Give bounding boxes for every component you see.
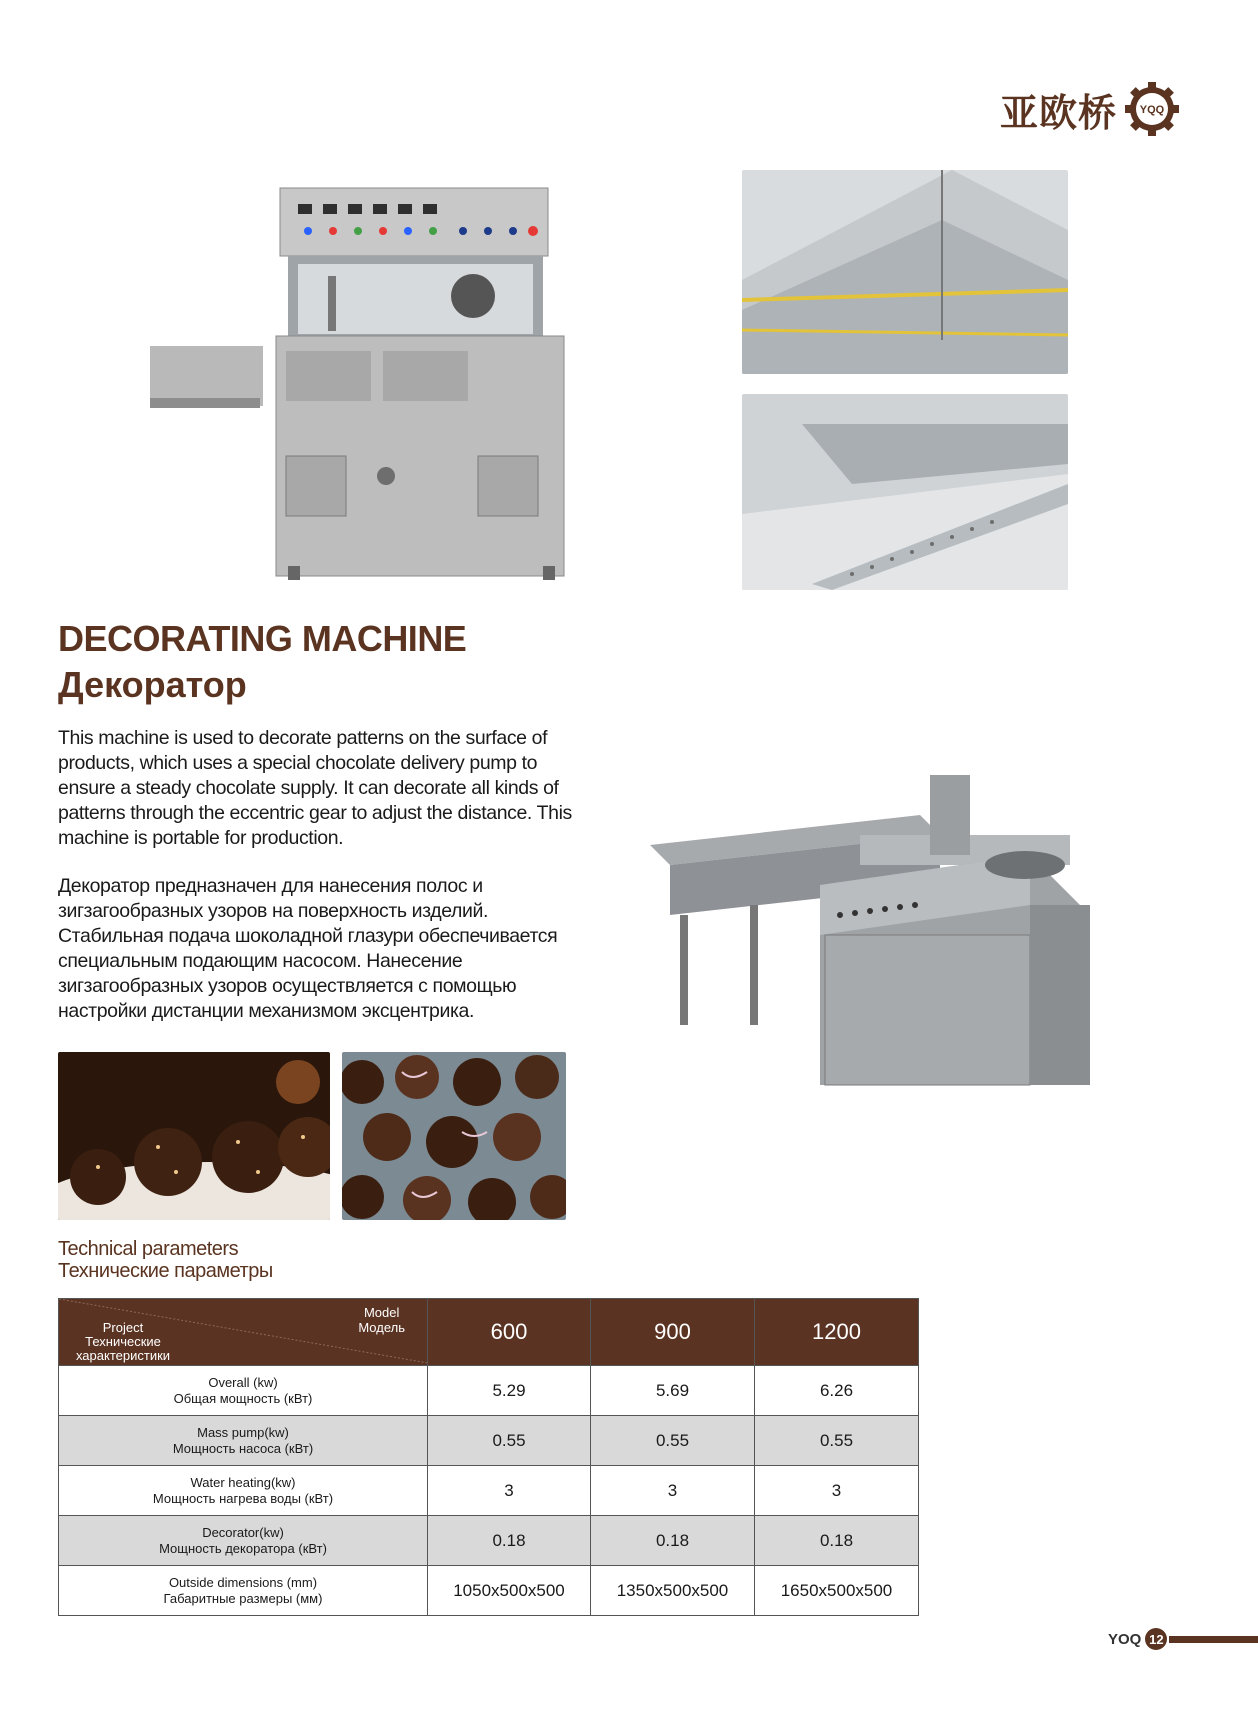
param-value: 1650x500x500 <box>755 1566 919 1616</box>
product-title-en: DECORATING MACHINE <box>58 618 467 659</box>
table-row <box>59 1466 919 1516</box>
param-label: Decorator(kw) Мощность декоратора (кВт) <box>59 1516 428 1566</box>
footer-brand: YOQ <box>1108 1630 1142 1648</box>
table-row <box>59 1416 919 1466</box>
model-header: 600 <box>428 1299 591 1366</box>
param-label: Outside dimensions (mm) Габаритные размеры (мм) <box>59 1566 428 1616</box>
model-header: 1200 <box>755 1299 919 1366</box>
param-value: 0.18 <box>591 1516 755 1566</box>
tech-heading-ru: Технические параметры <box>58 1260 273 1282</box>
footer-bar <box>1169 1636 1258 1643</box>
corner-model-label: Model Модель <box>358 1305 405 1335</box>
param-value: 1350x500x500 <box>591 1566 755 1616</box>
param-label: Overall (kw) Общая мощность (кВт) <box>59 1366 428 1416</box>
param-value: 0.18 <box>755 1516 919 1566</box>
cooling-tunnel-photo <box>742 394 1068 590</box>
table-row <box>59 1516 919 1566</box>
machine-main-photo <box>148 186 590 580</box>
table-header-row <box>59 1299 919 1366</box>
conveyor-cover-photo <box>742 170 1068 374</box>
table-row <box>59 1566 919 1616</box>
chocolate-dessert-photo <box>58 1052 330 1220</box>
table-row <box>59 1366 919 1416</box>
param-value: 5.29 <box>428 1366 591 1416</box>
product-description-ru: Декоратор предназначен для нанесения полос и зигзагообразных узоров на поверхность изделий. Стабильная подача шоколадной глазури обеспечивается специальным подающим насосом. Нанесение зигзагообразных узоров осуществляется с помощью настройки дистанции механизмом эксцентрика. <box>58 875 558 1022</box>
page-number: 12 <box>1145 1628 1167 1650</box>
table-corner-cell <box>59 1299 428 1366</box>
product-title-ru: Декоратор <box>58 664 247 705</box>
param-value: 6.26 <box>755 1366 919 1416</box>
param-value: 5.69 <box>591 1366 755 1416</box>
logo-badge-text: YQQ <box>1139 104 1165 116</box>
model-header: 900 <box>591 1299 755 1366</box>
param-value: 0.55 <box>428 1416 591 1466</box>
chocolate-truffles-photo <box>342 1052 566 1220</box>
param-label: Water heating(kw) Мощность нагрева воды (кВт) <box>59 1466 428 1516</box>
page-footer <box>1108 1628 1258 1650</box>
param-value: 0.55 <box>591 1416 755 1466</box>
param-value: 1050x500x500 <box>428 1566 591 1616</box>
param-value: 0.18 <box>428 1516 591 1566</box>
param-value: 0.55 <box>755 1416 919 1466</box>
logo-text: 亚欧桥 <box>1000 90 1118 135</box>
brand-logo <box>1000 80 1181 138</box>
param-value: 3 <box>591 1466 755 1516</box>
param-value: 3 <box>428 1466 591 1516</box>
param-label: Mass pump(kw) Мощность насоса (кВт) <box>59 1416 428 1466</box>
product-description-en: This machine is used to decorate patterns on the surface of products, which uses a special chocolate delivery pump to ensure a steady chocolate supply. It can decorate all kinds of patterns through the eccentric gear to adjust the distance. This machine is portable for production. <box>58 727 572 849</box>
gear-logo-icon <box>1123 80 1181 138</box>
decorator-line-photo <box>640 755 1120 1135</box>
tech-params-table <box>58 1298 919 1616</box>
param-value: 3 <box>755 1466 919 1516</box>
corner-project-label: Project Технические характеристики <box>75 1320 171 1363</box>
tech-heading-en: Technical parameters <box>58 1238 239 1260</box>
